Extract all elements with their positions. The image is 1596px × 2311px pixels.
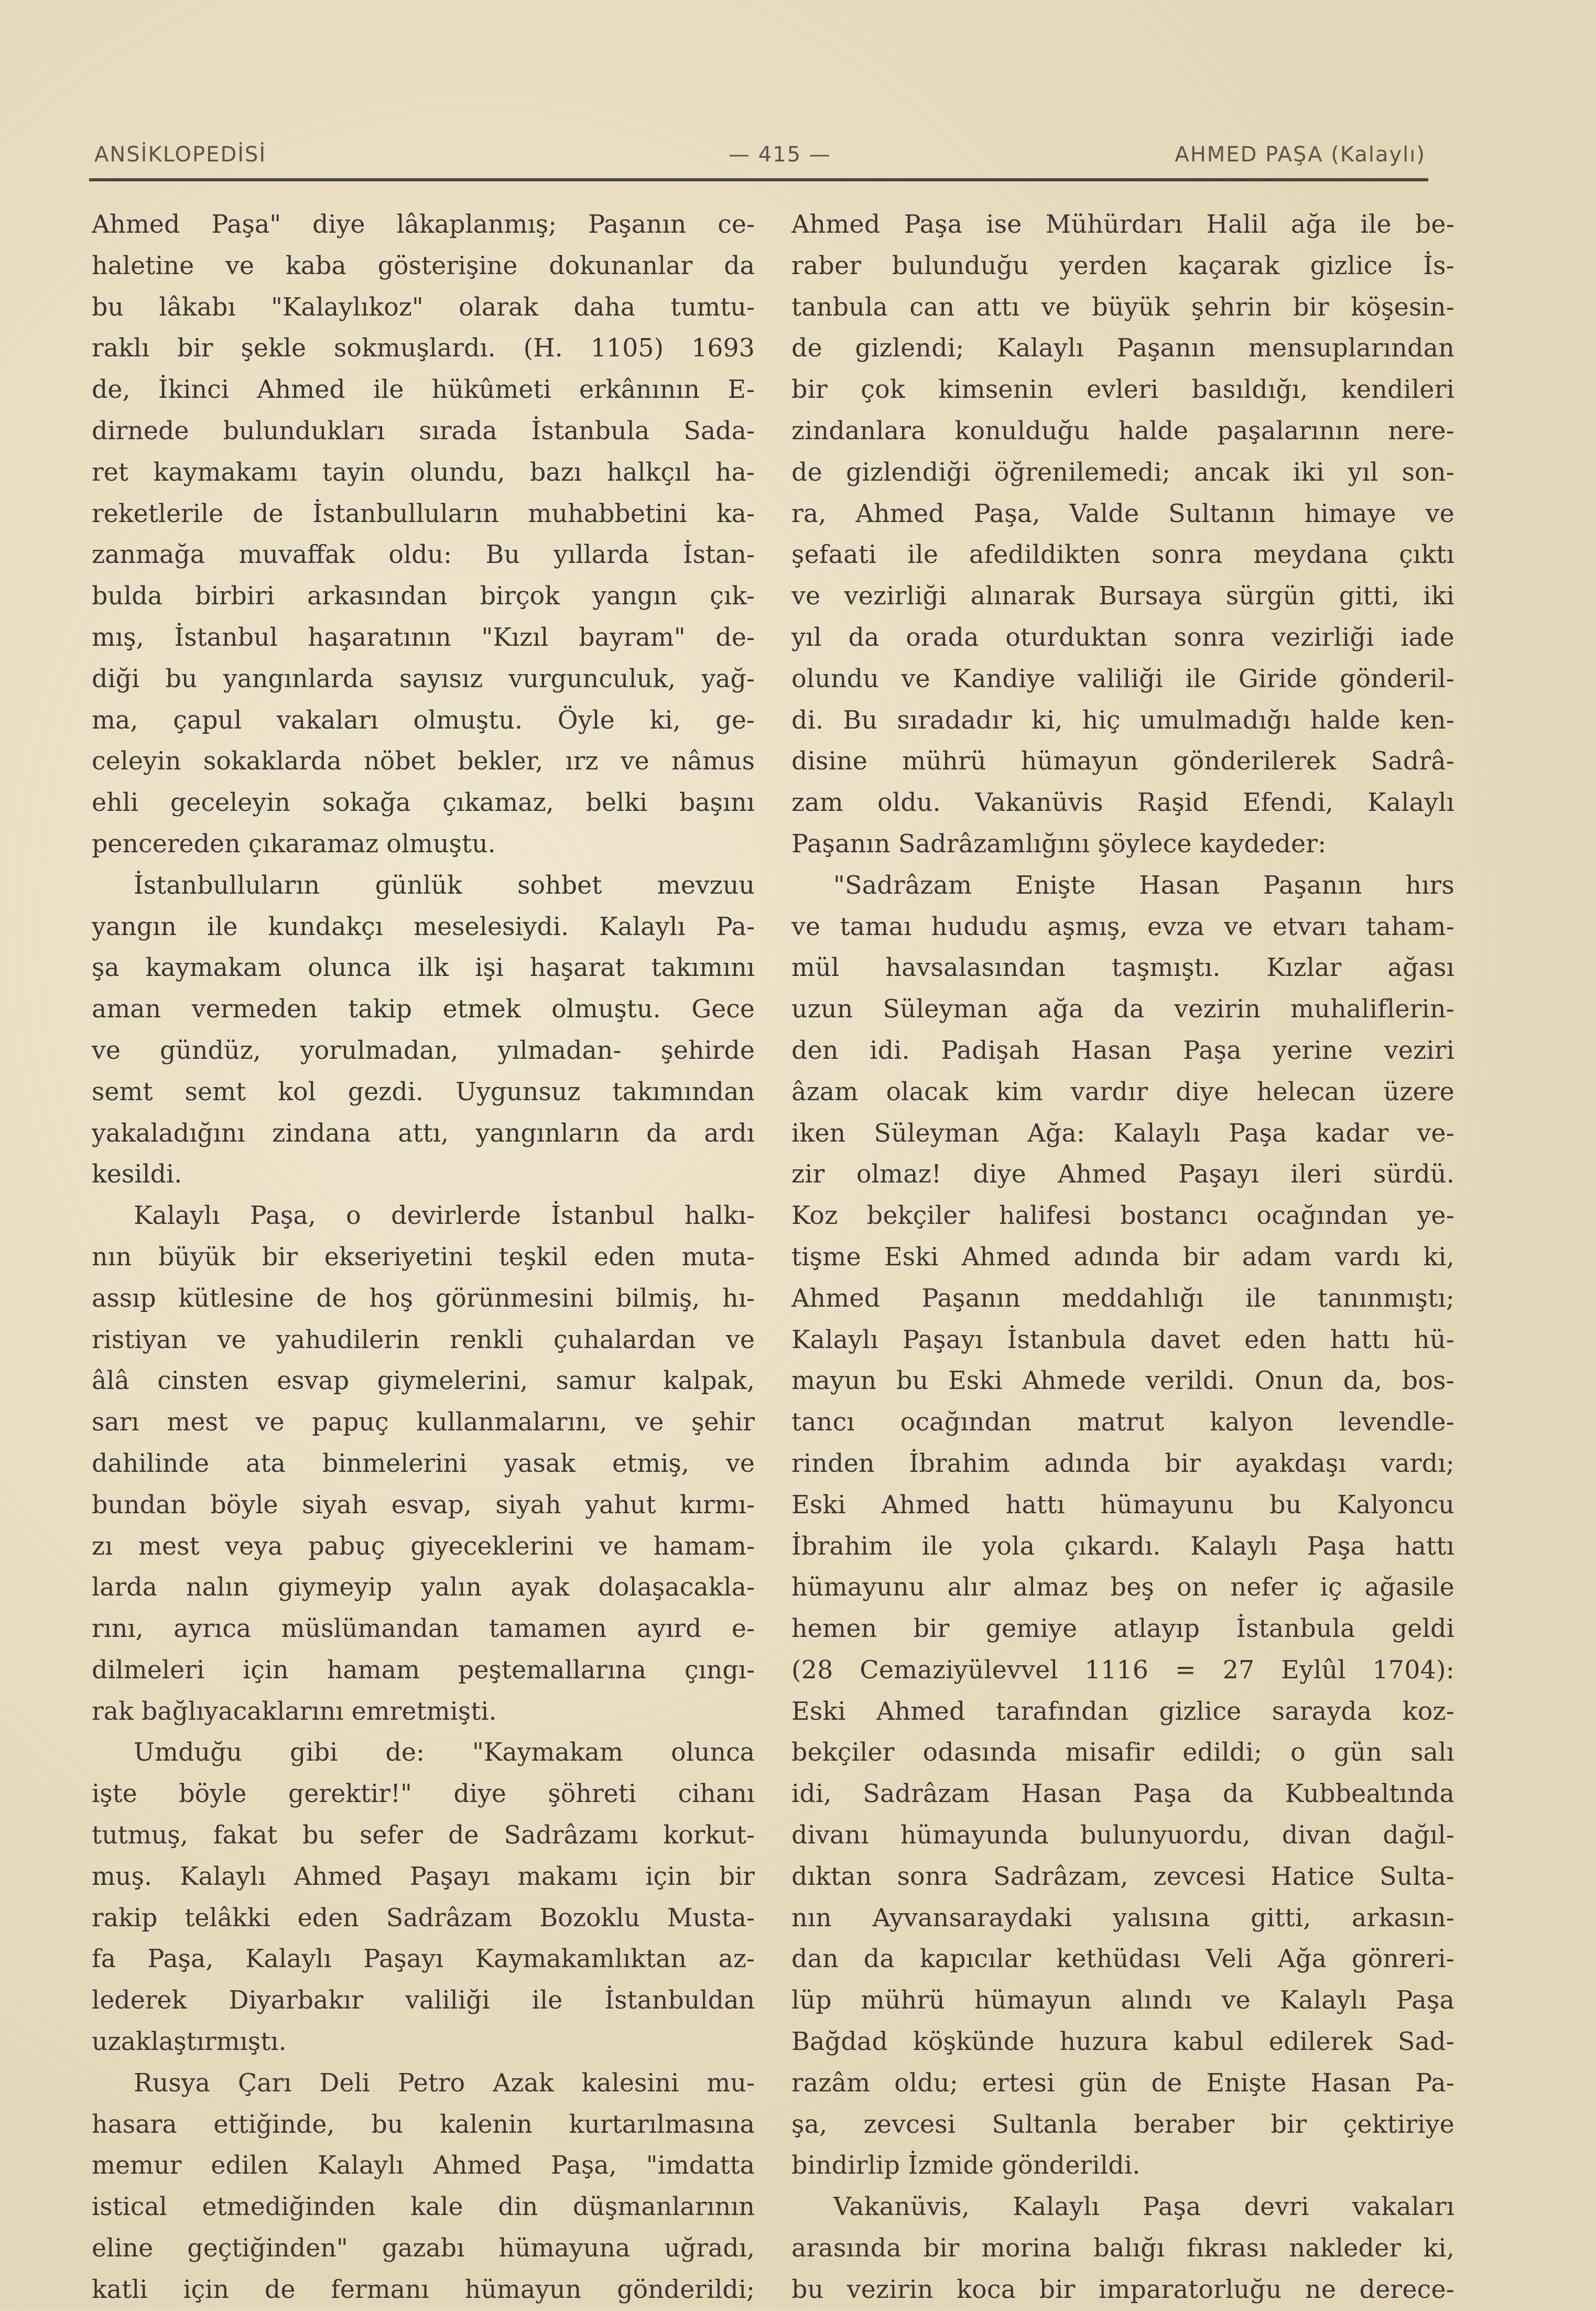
text-line: "Sadrâzam Enişte Hasan Paşanın hırs [833, 871, 1454, 900]
text-line: Umduğu gibi de: "Kaymakam olunca [134, 1738, 755, 1767]
text-line: de gizlendiği öğrenilemedi; ancak iki yıl son- [791, 458, 1454, 487]
text-line: zı mest veya pabuç giyeceklerini ve hamam- [92, 1532, 755, 1561]
text-line: reketlerile de İstanbulluların muhabbetini ka- [92, 499, 755, 528]
text-line: haletine ve kaba gösterişine dokunanlar da [92, 251, 755, 280]
text-line: de, İkinci Ahmed ile hükûmeti erkânının E- [92, 375, 755, 405]
text-line: ra, Ahmed Paşa, Valde Sultanın himaye ve [791, 499, 1454, 528]
text-line: Eski Ahmed tarafından gizlice sarayda koz- [791, 1697, 1454, 1726]
text-line: larda nalın giymeyip yalın ayak dolaşacakla- [92, 1573, 755, 1602]
text-line: dirnede bulundukları sırada İstanbula Sada- [92, 416, 755, 446]
text-line: bulda birbiri arkasından birçok yangın çık- [92, 582, 755, 611]
text-line: raber bulunduğu yerden kaçarak gizlice İs- [791, 251, 1454, 280]
text-line: Bağdad köşkünde huzura kabul edilerek Sad- [791, 2027, 1454, 2057]
text-line: ret kaymakamı tayin olundu, bazı halkçıl ha- [92, 458, 755, 487]
text-line: yakaladığını zindana attı, yangınların da ardı [92, 1119, 755, 1148]
text-line: ve tamaı hududu aşmış, evza ve etvarı taham- [791, 912, 1454, 941]
text-line: divanı hümayunda bulunyuordu, divan dağıl- [791, 1821, 1454, 1850]
text-line: olundu ve Kandiye valiliği ile Giride gönderil- [791, 664, 1454, 693]
text-line: muş. Kalaylı Ahmed Paşayı makamı için bir [92, 1862, 755, 1891]
text-line: işte böyle gerektir!" diye şöhreti cihanı [92, 1780, 755, 1809]
text-line: tanbula can attı ve büyük şehrin bir köşesin- [791, 292, 1454, 322]
text-line: ve gündüz, yorulmadan, yılmadan- şehirde [92, 1036, 755, 1065]
text-line: bundan böyle siyah esvap, siyah yahut kırmı- [92, 1490, 755, 1520]
page-number: — 415 — [729, 143, 831, 167]
text-line: fa Paşa, Kalaylı Paşayı Kaymakamlıktan az- [92, 1945, 755, 1974]
text-line: raklı bir şekle sokmuşlardı. (H. 1105) 1693 [92, 334, 755, 363]
text-line: rinden İbrahim adında bir ayakdaşı vardı; [791, 1449, 1454, 1478]
text-line: sarı mest ve papuç kullanmalarını, ve şehir [92, 1408, 755, 1437]
text-line: şefaati ile afedildikten sonra meydana çıktı [791, 540, 1454, 570]
text-line: ehli geceleyin sokağa çıkamaz, belki başını [92, 788, 755, 818]
text-line: idi, Sadrâzam Hasan Paşa da Kubbealtında [791, 1780, 1454, 1809]
text-line: semt semt kol gezdi. Uygunsuz takımından [92, 1077, 755, 1106]
text-line: zir olmaz! diye Ahmed Paşayı ileri sürdü. [791, 1160, 1454, 1189]
text-line: katli için de fermanı hümayun gönderildi; [92, 2275, 755, 2304]
text-line: bekçiler odasında misafir edildi; o gün salı [791, 1738, 1454, 1767]
text-line: bindirlip İzmide gönderildi. [791, 2151, 1141, 2180]
text-line: Ahmed Paşa ise Mühürdarı Halil ağa ile be- [791, 210, 1454, 239]
text-line: uzaklaştırmıştı. [92, 2027, 287, 2057]
text-line: istical etmediğinden kale din düşmanlarının [92, 2193, 755, 2222]
text-line: âlâ cinsten esvap giymelerini, samur kalpak, [92, 1366, 755, 1396]
text-line: ma, çapul vakaları olmuştu. Öyle ki, ge- [92, 706, 755, 735]
text-line: diği bu yangınlarda sayısız vurgunculuk, yağ- [92, 664, 755, 693]
text-line: âzam olacak kim vardır diye helecan üzere [791, 1077, 1454, 1106]
text-line: tişme Eski Ahmed adında bir adam vardı ki, [791, 1242, 1454, 1272]
text-line: İbrahim ile yola çıkardı. Kalaylı Paşa hattı [791, 1532, 1454, 1561]
text-line: tancı ocağından matrut kalyon levendle- [791, 1408, 1454, 1437]
text-line: arasında bir morina balığı fıkrası nakleder ki, [791, 2234, 1454, 2263]
text-line: uzun Süleyman ağa da vezirin muhaliflerin- [791, 995, 1454, 1024]
page-header [89, 137, 1426, 179]
text-line: dilmeleri için hamam peştemallarına çıngı- [92, 1655, 755, 1685]
text-line: tutmuş, fakat bu sefer de Sadrâzamı korkut- [92, 1821, 755, 1850]
text-line: disine mührü hümayun gönderilerek Sadrâ- [791, 747, 1454, 776]
text-line: rakip telâkki eden Sadrâzam Bozoklu Musta- [92, 1903, 755, 1933]
text-line: ristiyan ve yahudilerin renkli çuhalardan ve [92, 1325, 755, 1354]
text-line: mül havsalasından taşmıştı. Kızlar ağası [791, 953, 1454, 983]
text-line: iken Süleyman Ağa: Kalaylı Paşa kadar ve- [791, 1119, 1454, 1148]
text-line: memur edilen Kalaylı Ahmed Paşa, "imdatta [92, 2151, 755, 2180]
right-column [791, 204, 1454, 2311]
text-line: rını, ayrıca müslümandan tamamen ayırd e- [92, 1614, 755, 1644]
text-line: Kalaylı Paşa, o devirlerde İstanbul halkı- [134, 1201, 755, 1231]
text-line: yıl da orada oturduktan sonra vezirliği iade [791, 623, 1454, 652]
text-line: şa kaymakam olunca ilk işi haşarat takımını [92, 953, 755, 983]
left-column [92, 204, 755, 2311]
text-line: zindanlara konulduğu halde paşalarının nere- [791, 416, 1454, 446]
text-line: di. Bu sıradadır ki, hiç umulmadığı halde ken- [791, 706, 1454, 735]
header-left-title: ANSİKLOPEDİSİ [94, 143, 267, 167]
text-line: Ahmed Paşanın meddahlığı ile tanınmıştı; [791, 1284, 1454, 1313]
text-line: dan da kapıcılar kethüdası Veli Ağa gönreri- [791, 1945, 1454, 1974]
text-line: dıktan sonra Sadrâzam, zevcesi Hatice Sulta- [791, 1862, 1454, 1891]
text-line: hemen bir gemiye atlayıp İstanbula geldi [791, 1614, 1454, 1644]
text-line: hümayunu alır almaz beş on nefer iç ağasile [791, 1573, 1454, 1602]
text-line: Rusya Çarı Deli Petro Azak kalesini mu- [134, 2068, 755, 2098]
text-line: yangın ile kundakçı meselesiydi. Kalaylı Pa- [92, 912, 755, 941]
text-line: mış, İstanbul haşaratının "Kızıl bayram" de- [92, 623, 755, 652]
text-line: Eski Ahmed hattı hümayunu bu Kalyoncu [791, 1490, 1454, 1520]
text-line: (28 Cemaziyülevvel 1116 = 27 Eylûl 1704): [791, 1655, 1454, 1685]
text-line: bir çok kimsenin evleri basıldığı, kendileri [791, 375, 1454, 405]
text-line: eline geçtiğinden" gazabı hümayuna uğradı, [92, 2234, 755, 2263]
text-line: hasara ettiğinde, bu kalenin kurtarılmasına [92, 2110, 755, 2139]
text-line: mayun bu Eski Ahmede verildi. Onun da, bos- [791, 1366, 1454, 1396]
text-line: kesildi. [92, 1160, 182, 1189]
text-line: bu lâkabı "Kalaylıkoz" olarak daha tumtu- [92, 292, 755, 322]
text-line: pencereden çıkaramaz olmuştu. [92, 829, 496, 859]
text-line: zam oldu. Vakanüvis Raşid Efendi, Kalaylı [791, 788, 1454, 818]
text-line: nın büyük bir ekseriyetini teşkil eden muta- [92, 1242, 755, 1272]
text-line: rak bağlıyacaklarını emretmişti. [92, 1697, 497, 1726]
header-right-title: AHMED PAŞA (Kalaylı) [1175, 143, 1426, 167]
text-line: razâm oldu; ertesi gün de Enişte Hasan Pa- [791, 2068, 1454, 2098]
text-line: Koz bekçiler halifesi bostancı ocağından ye- [791, 1201, 1454, 1231]
text-line: Vakanüvis, Kalaylı Paşa devri vakaları [833, 2193, 1454, 2222]
text-line: bu vezirin koca bir imparatorluğu ne derece- [791, 2275, 1454, 2304]
text-line: Ahmed Paşa" diye lâkaplanmış; Paşanın ce- [92, 210, 755, 239]
text-line: lüp mührü hümayun alındı ve Kalaylı Paşa [791, 1986, 1454, 2015]
text-line: den idi. Padişah Hasan Paşa yerine veziri [791, 1036, 1454, 1065]
text-line: Kalaylı Paşayı İstanbula davet eden hattı hü- [791, 1325, 1454, 1354]
text-line: dahilinde ata binmelerini yasak etmiş, ve [92, 1449, 755, 1478]
text-line: şa, zevcesi Sultanla beraber bir çektiriye [791, 2110, 1454, 2139]
text-line: de gizlendi; Kalaylı Paşanın mensuplarından [791, 334, 1454, 363]
text-line: aman vermeden takip etmek olmuştu. Gece [92, 995, 755, 1024]
text-line: ve vezirliği alınarak Bursaya sürgün gitti, iki [791, 582, 1454, 611]
text-line: assıp kütlesine de hoş görünmesini bilmiş, hı- [92, 1284, 755, 1313]
text-line: nın Ayvansaraydaki yalısına gitti, arkasın- [791, 1903, 1454, 1933]
text-line: zanmağa muvaffak oldu: Bu yıllarda İstan- [92, 540, 755, 570]
header-rule [89, 178, 1428, 181]
text-line: İstanbulluların günlük sohbet mevzuu [134, 871, 755, 900]
text-line: lederek Diyarbakır valiliği ile İstanbuldan [92, 1986, 755, 2015]
text-line: Paşanın Sadrâzamlığını şöylece kaydeder: [791, 829, 1327, 859]
text-line: celeyin sokaklarda nöbet bekler, ırz ve nâmus [92, 747, 755, 776]
